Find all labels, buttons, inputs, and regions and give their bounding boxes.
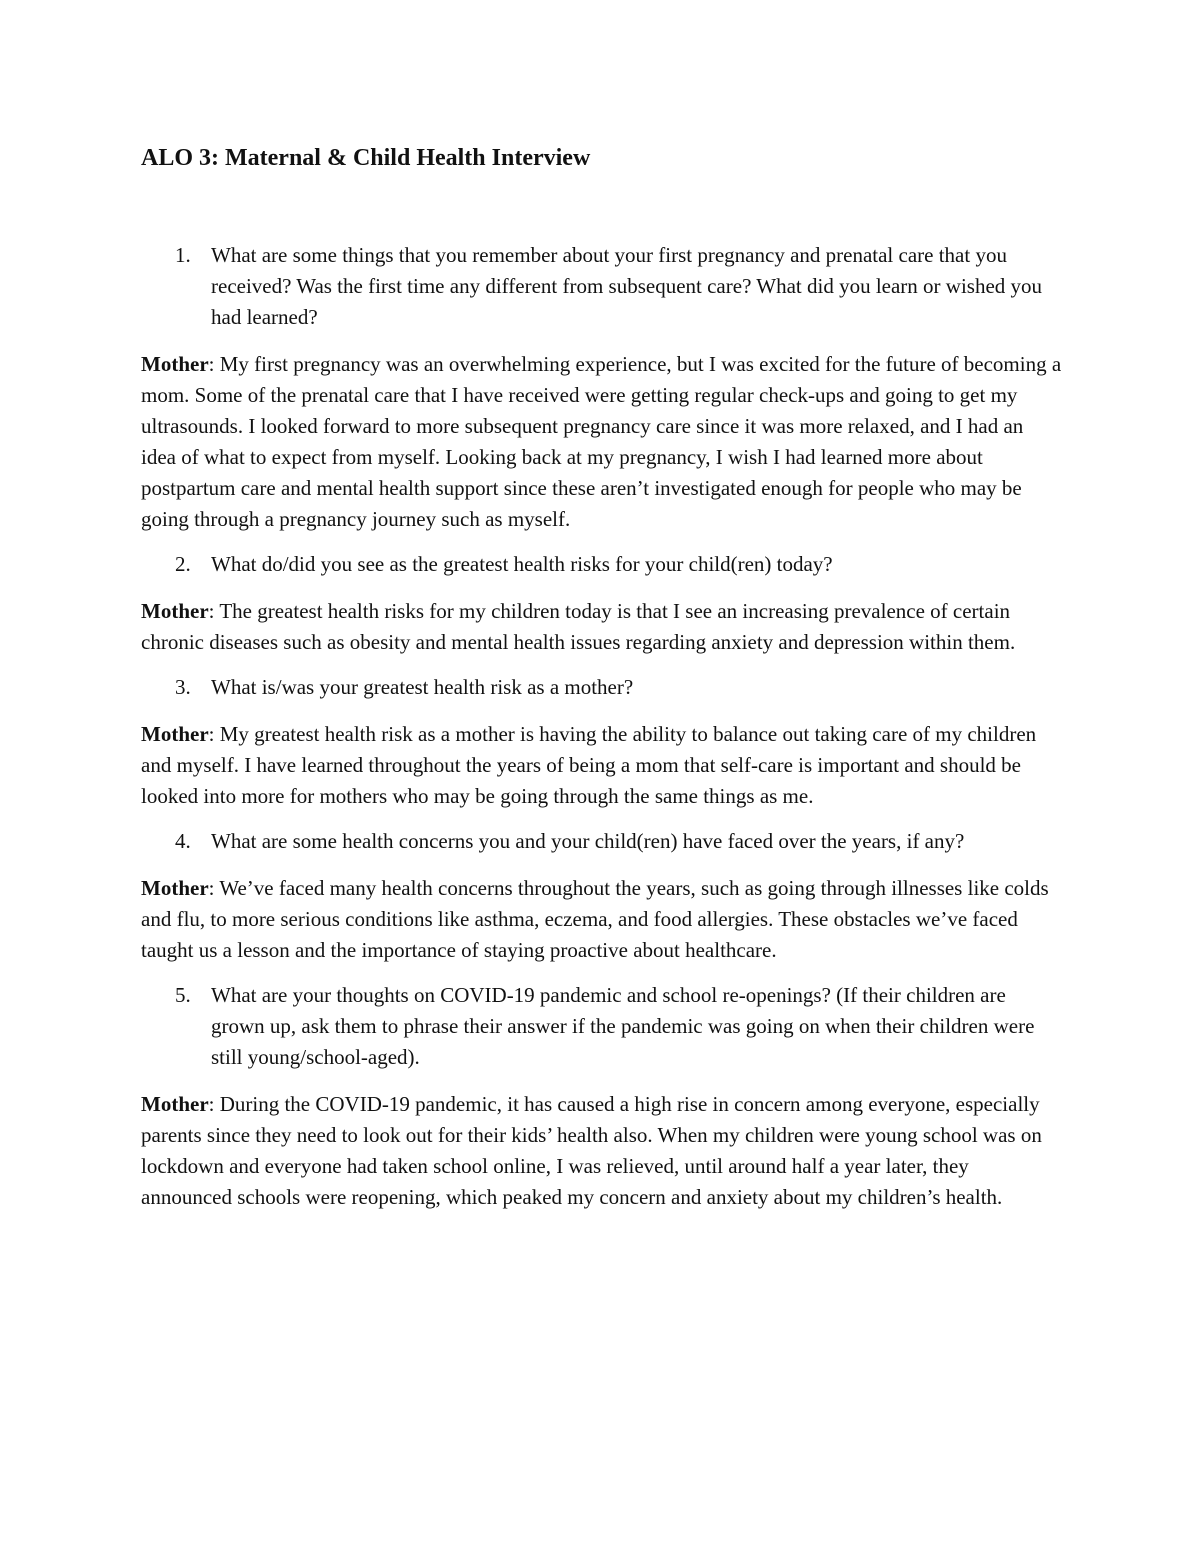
answer-5: [141, 1089, 1063, 1213]
question-3: [141, 672, 1063, 703]
question-number: 4.: [175, 829, 191, 853]
answer-text: : My first pregnancy was an overwhelming experience, but I was excited for the future of becoming a mom. Some of the prenatal care that I have received were getting regular check-ups and going to get my ultrasounds. I looked forward to more subsequent pregnancy care since it was more relaxed, and I had an idea of what to expect from myself. Looking back at my pregnancy, I wish I had learned more about postpartum care and mental health support since these aren’t investigated enough for people who may be going through a pregnancy journey such as myself.: [141, 352, 1062, 531]
answer-text: : During the COVID-19 pandemic, it has caused a high rise in concern among everyone, especially parents since they need to look out for their kids’ health also. When my children were young school was on lockdown and everyone had taken school online, I was relieved, until around half a year later, they announced schools were reopening, which peaked my concern and anxiety about my children’s health.: [141, 1092, 1042, 1209]
answer-text: : The greatest health risks for my children today is that I see an increasing prevalence of certain chronic diseases such as obesity and mental health issues regarding anxiety and depression within them.: [141, 599, 1016, 654]
question-text: What do/did you see as the greatest health risks for your child(ren) today?: [211, 552, 833, 576]
answer-1: [141, 349, 1063, 535]
answer-text: : My greatest health risk as a mother is having the ability to balance out taking care of my children and myself. I have learned throughout the years of being a mom that self-care is important and should be looked into more for mothers who may be going through the same things as me.: [141, 722, 1037, 808]
speaker-label: Mother: [141, 599, 209, 623]
question-2: [141, 549, 1063, 580]
answer-4: [141, 873, 1063, 966]
question-number: 3.: [175, 675, 191, 699]
document-title: ALO 3: Maternal & Child Health Interview: [141, 145, 591, 171]
question-4: [141, 826, 1063, 857]
speaker-label: Mother: [141, 722, 209, 746]
question-text: What is/was your greatest health risk as a mother?: [211, 675, 634, 699]
question-number: 5.: [175, 983, 191, 1007]
answer-text: : We’ve faced many health concerns throughout the years, such as going through illnesses like colds and flu, to more serious conditions like asthma, eczema, and food allergies. These obstacles we’ve faced taught us a lesson and the importance of staying proactive about healthcare.: [141, 876, 1049, 962]
question-text: What are some things that you remember about your first pregnancy and prenatal care that you received? Was the first time any different from subsequent care? What did you learn or wished you had learned?: [211, 243, 1043, 329]
speaker-label: Mother: [141, 876, 209, 900]
question-text: What are your thoughts on COVID-19 pandemic and school re-openings? (If their children are grown up, ask them to phrase their answer if the pandemic was going on when their children were still young/school-aged).: [211, 983, 1035, 1069]
speaker-label: Mother: [141, 352, 209, 376]
question-number: 1.: [175, 243, 191, 267]
answer-3: [141, 719, 1063, 812]
speaker-label: Mother: [141, 1092, 209, 1116]
answer-2: [141, 596, 1063, 658]
question-5: [141, 980, 1063, 1073]
question-1: [141, 240, 1063, 333]
question-text: What are some health concerns you and your child(ren) have faced over the years, if any?: [211, 829, 965, 853]
question-number: 2.: [175, 552, 191, 576]
interview-body: [141, 240, 1063, 1213]
